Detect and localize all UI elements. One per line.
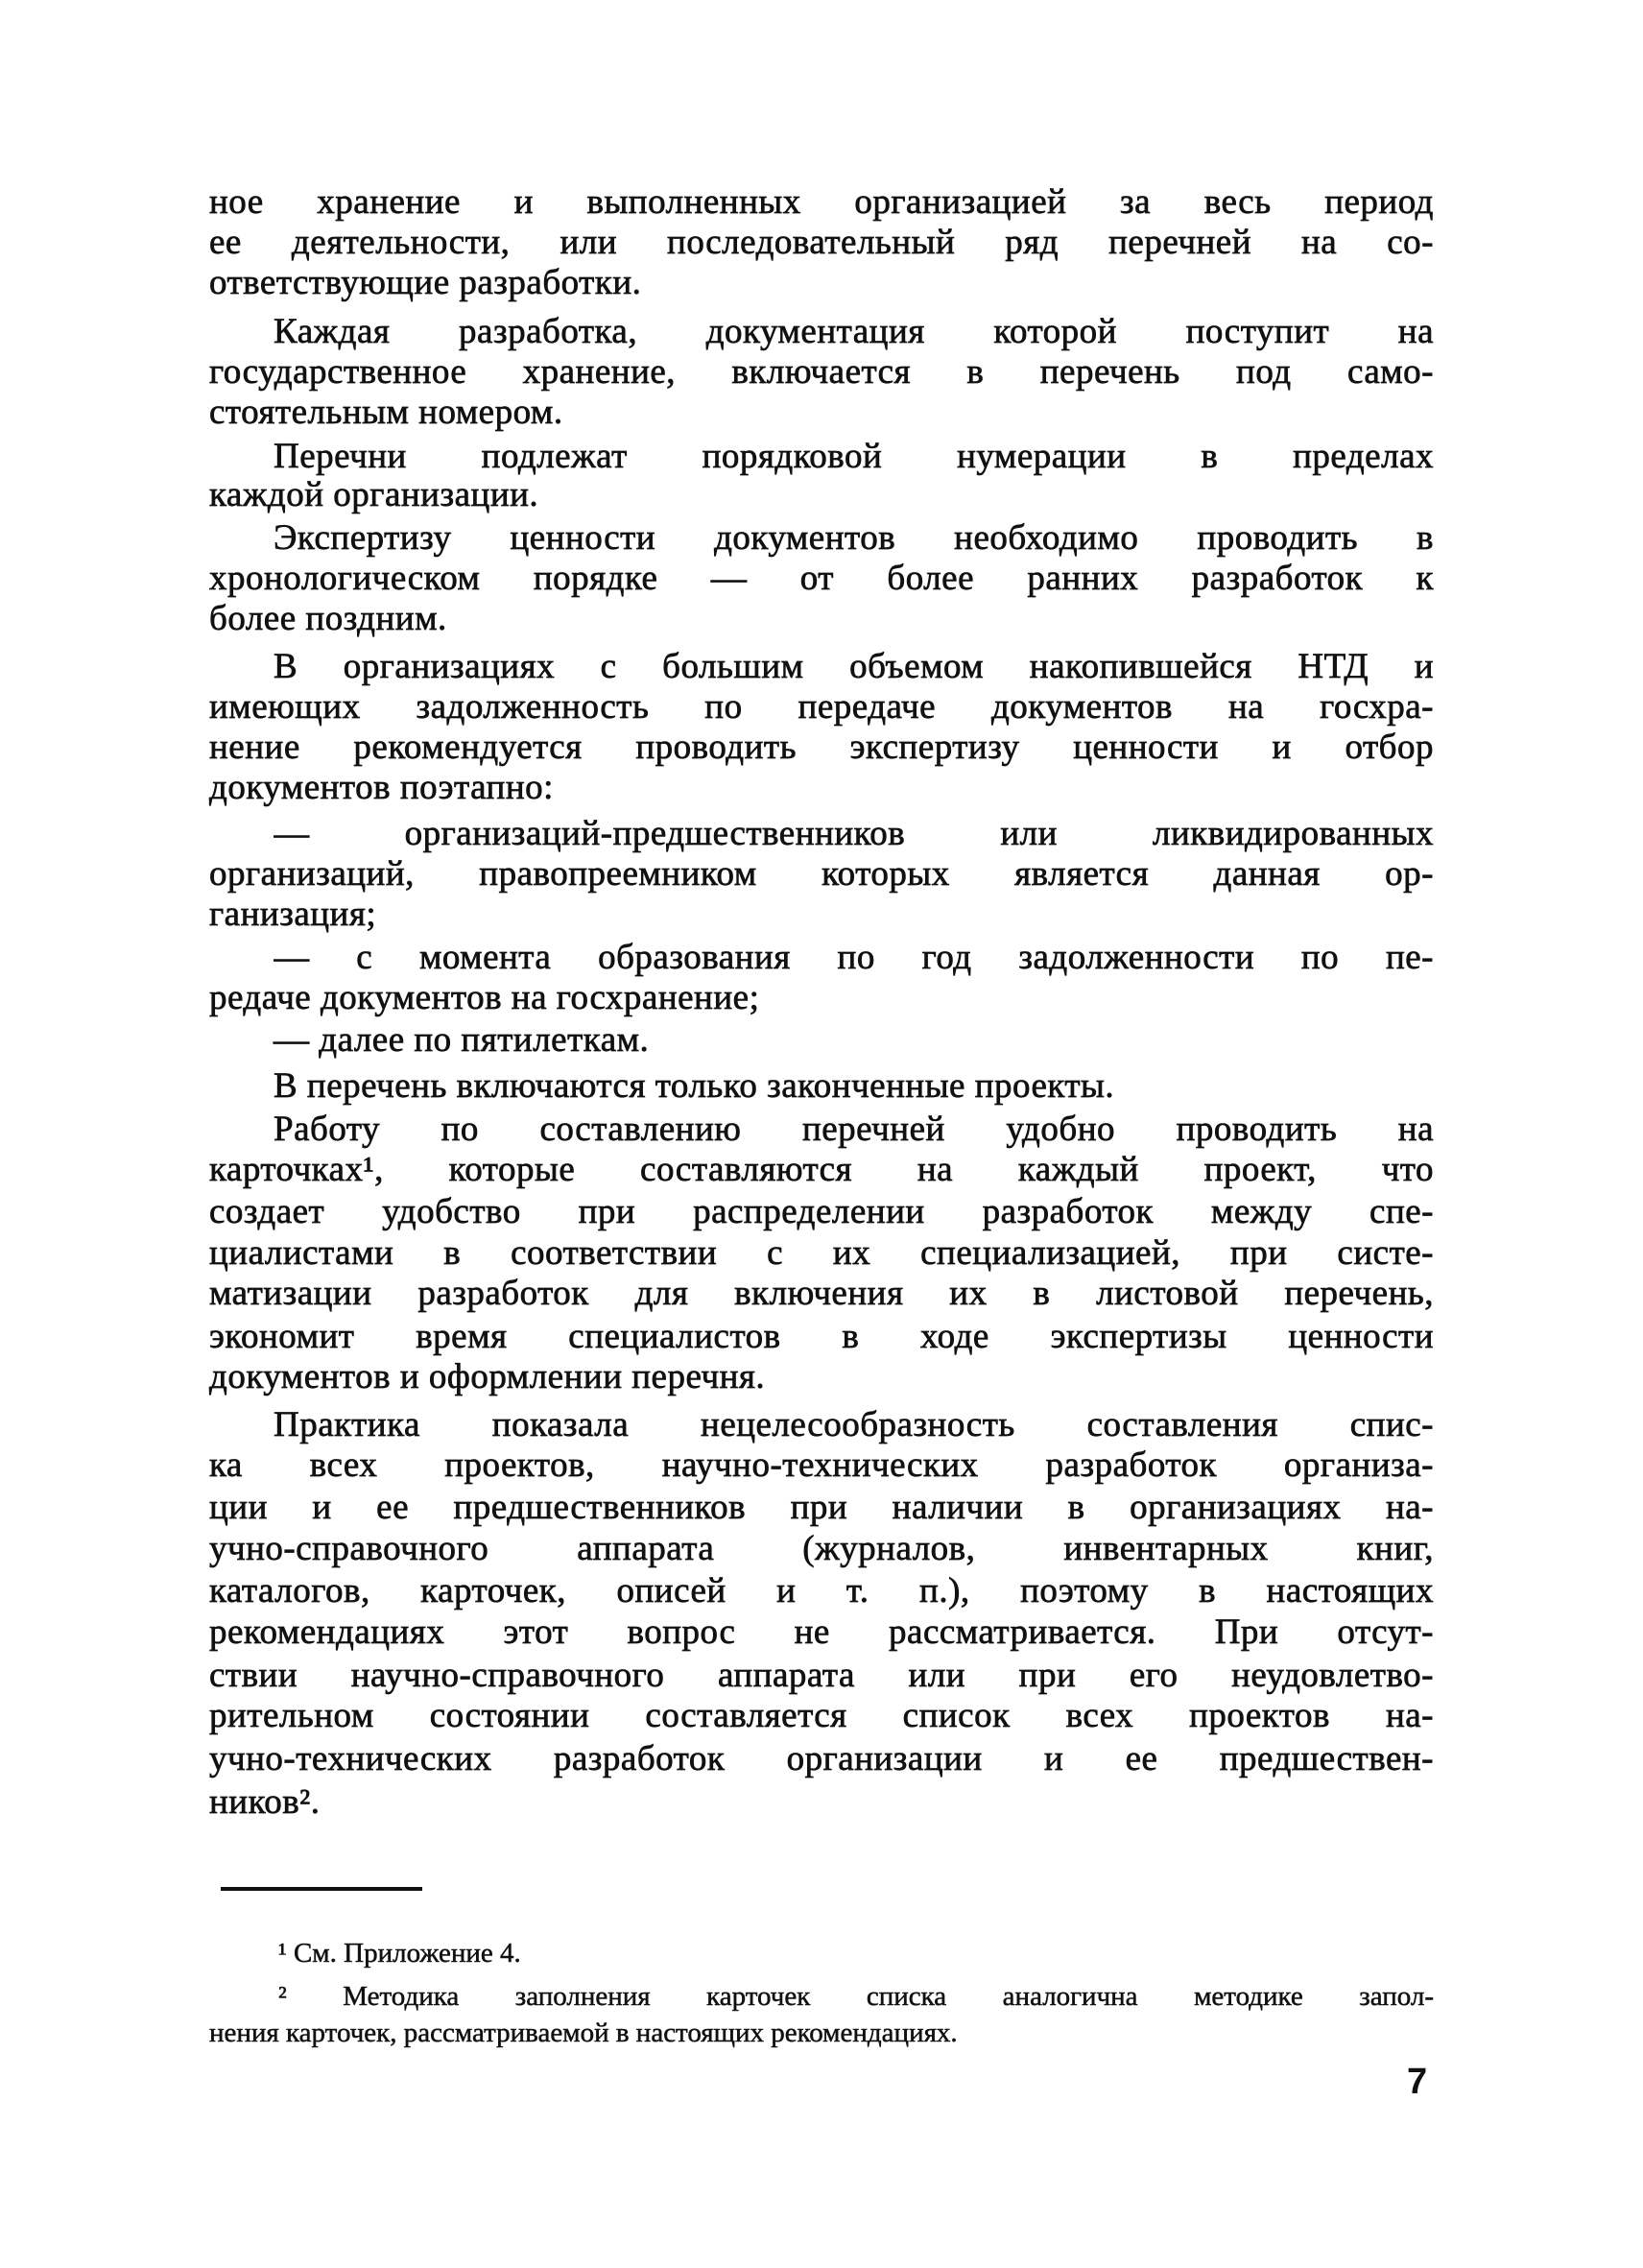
- text-line: редаче документов на госхранение;: [209, 978, 760, 1017]
- text-line: ствии научно-справочного аппарата или при его неудовлетво-: [209, 1656, 1434, 1695]
- text-line: каталогов, карточек, описей и т. п.), поэтому в настоящих: [209, 1571, 1434, 1611]
- text-line: каждой организации.: [209, 475, 539, 514]
- footnote-line: ¹ См. Приложение 4.: [278, 1938, 521, 1969]
- text-line: рекомендациях этот вопрос не рассматривается. При отсут-: [209, 1612, 1434, 1652]
- footnote-line: нения карточек, рассматриваемой в настоящих рекомендациях.: [209, 2017, 958, 2048]
- text-line: ганизация;: [209, 895, 377, 934]
- text-line: более поздним.: [209, 599, 447, 638]
- text-line: учно-справочного аппарата (журналов, инвентарных книг,: [209, 1529, 1434, 1568]
- text-line: документов и оформлении перечня.: [209, 1357, 766, 1397]
- text-line: — с момента образования по год задолженности по пе-: [274, 938, 1434, 977]
- text-line: имеющих задолженность по передаче документов на госхра-: [209, 687, 1434, 727]
- text-line: учно-технических разработок организации и ее предшествен-: [209, 1739, 1434, 1779]
- text-line: Практика показала нецелесообразность составления спис-: [274, 1405, 1434, 1444]
- text-line: создает удобство при распределении разработок между спе-: [209, 1192, 1434, 1231]
- text-line: стоятельным номером.: [209, 393, 563, 432]
- text-line: В перечень включаются только законченные проекты.: [274, 1066, 1115, 1106]
- text-line: экономит время специалистов в ходе экспертизы ценности: [209, 1317, 1434, 1356]
- text-line: Перечни подлежат порядковой нумерации в пределах: [274, 437, 1434, 476]
- text-line: — организаций-предшественников или ликвидированных: [274, 814, 1434, 853]
- footnote-line: ² Методика заполнения карточек списка аналогична методике запол-: [278, 1981, 1434, 2012]
- footnote-separator: [221, 1887, 422, 1891]
- text-line: хронологическом порядке — от более ранних разработок к: [209, 559, 1434, 598]
- text-line: ответствующие разработки.: [209, 263, 642, 302]
- text-line: организаций, правопреемником которых является данная ор-: [209, 854, 1434, 894]
- text-line: циалистами в соответствии с их специализацией, при систе-: [209, 1233, 1434, 1273]
- text-line: ников².: [209, 1782, 321, 1822]
- text-line: ции и ее предшественников при наличии в организациях на-: [209, 1488, 1434, 1527]
- text-line: ное хранение и выполненных организацией за весь период: [209, 182, 1434, 222]
- text-line: рительном состоянии составляется список всех проектов на-: [209, 1696, 1434, 1735]
- page-number: 7: [1407, 2062, 1428, 2102]
- text-line: Экспертизу ценности документов необходимо проводить в: [274, 518, 1434, 558]
- text-line: ее деятельности, или последовательный ряд перечней на со-: [209, 223, 1434, 262]
- text-line: В организациях с большим объемом накопившейся НТД и: [274, 647, 1434, 686]
- text-line: нение рекомендуется проводить экспертизу ценности и отбор: [209, 728, 1434, 767]
- text-line: — далее по пятилеткам.: [274, 1020, 650, 1060]
- text-line: карточках¹, которые составляются на каждый проект, что: [209, 1150, 1434, 1189]
- text-line: матизации разработок для включения их в листовой перечень,: [209, 1274, 1434, 1313]
- text-line: ка всех проектов, научно-технических разработок организа-: [209, 1445, 1434, 1485]
- text-line: государственное хранение, включается в перечень под само-: [209, 352, 1434, 392]
- text-line: документов поэтапно:: [209, 768, 554, 807]
- text-line: Работу по составлению перечней удобно проводить на: [274, 1110, 1434, 1149]
- text-line: Каждая разработка, документация которой поступит на: [274, 312, 1434, 351]
